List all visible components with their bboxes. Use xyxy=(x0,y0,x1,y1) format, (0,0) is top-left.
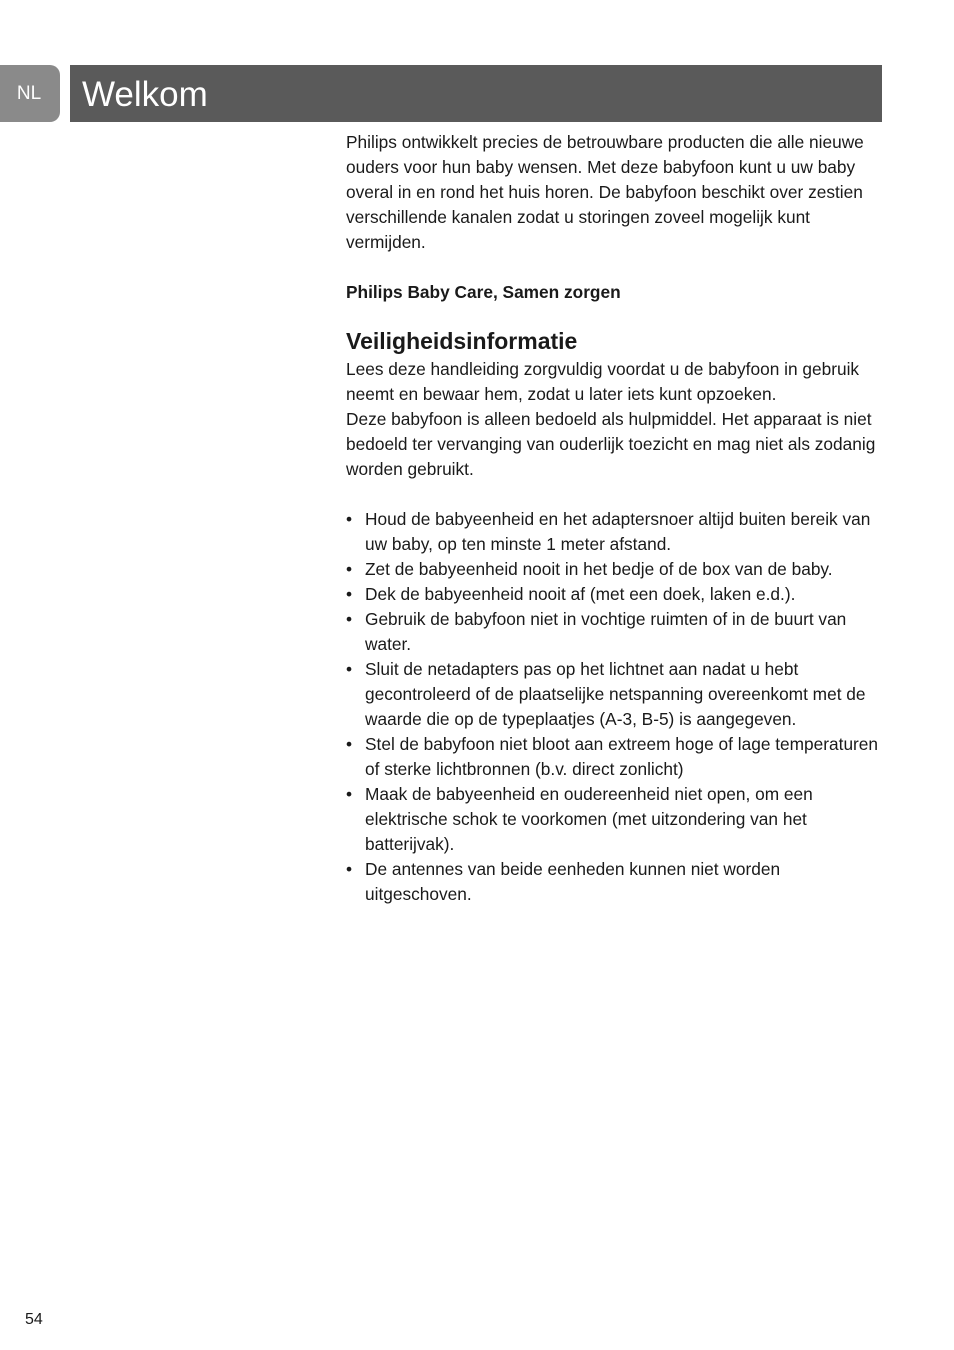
list-item xyxy=(346,782,886,857)
bullet-icon: • xyxy=(346,559,353,579)
safety-paragraph-1: Lees deze handleiding zorgvuldig voordat u de babyfoon in gebruik neemt en bewaar hem, zodat u later iets kunt opzoeken. xyxy=(346,359,860,404)
list-item-text: Sluit de netadapters pas op het lichtnet aan nadat u hebt gecontroleerd of de plaatselijke netspanning overeenkomt met de waarde die op de typeplaatjes (A-3, B-5) is aangegeven. xyxy=(365,659,866,729)
page-number: 54 xyxy=(25,1311,43,1328)
bullet-icon: • xyxy=(346,509,353,529)
list-item-text: Dek de babyeenheid nooit af (met een doek, laken e.d.). xyxy=(365,584,796,604)
title-bar xyxy=(70,65,882,122)
list-item-text: Stel de babyfoon niet bloot aan extreem hoge of lage temperaturen of sterke lichtbronnen (b.v. direct zonlicht) xyxy=(365,734,879,779)
bullet-icon: • xyxy=(346,734,353,754)
spacer xyxy=(346,482,886,507)
list-item-text: Zet de babyeenheid nooit in het bedje of de box van de baby. xyxy=(365,559,833,579)
safety-paragraph-2: Deze babyfoon is alleen bedoeld als hulpmiddel. Het apparaat is niet bedoeld ter vervanging van ouderlijk toezicht en mag niet als zodanig worden gebruikt. xyxy=(346,409,876,479)
bullet-icon: • xyxy=(346,859,353,879)
list-item xyxy=(346,607,886,657)
list-item xyxy=(346,857,886,907)
safety-bullet-list xyxy=(346,507,886,907)
intro-paragraph: Philips ontwikkelt precies de betrouwbare producten die alle nieuwe ouders voor hun baby wensen. Met deze babyfoon kunt u uw baby overal in en rond het huis horen. De babyfoon beschikt over zestien verschillende kanalen zodat u storingen zoveel mogelijk kunt vermijden. xyxy=(346,132,864,252)
page-title: Welkom xyxy=(82,75,208,114)
list-item xyxy=(346,582,886,607)
list-item xyxy=(346,557,886,582)
main-content xyxy=(346,130,886,907)
list-item-text: Houd de babyeenheid en het adaptersnoer altijd buiten bereik van uw baby, op ten minste 1 meter afstand. xyxy=(365,509,871,554)
bullet-icon: • xyxy=(346,659,353,679)
list-item-text: Gebruik de babyfoon niet in vochtige ruimten of in de buurt van water. xyxy=(365,609,847,654)
list-item xyxy=(346,657,886,732)
list-item xyxy=(346,507,886,557)
bullet-icon: • xyxy=(346,609,353,629)
list-item-text: De antennes van beide eenheden kunnen niet worden uitgeschoven. xyxy=(365,859,781,904)
bullet-icon: • xyxy=(346,784,353,804)
tagline: Philips Baby Care, Samen zorgen xyxy=(346,282,621,302)
list-item-text: Maak de babyeenheid en oudereenheid niet open, om een elektrische schok te voorkomen (met uitzondering van het batterijvak). xyxy=(365,784,813,854)
list-item xyxy=(346,732,886,782)
language-tab: NL xyxy=(0,65,60,122)
bullet-icon: • xyxy=(346,584,353,604)
section-heading-safety: Veiligheidsinformatie xyxy=(346,328,578,354)
